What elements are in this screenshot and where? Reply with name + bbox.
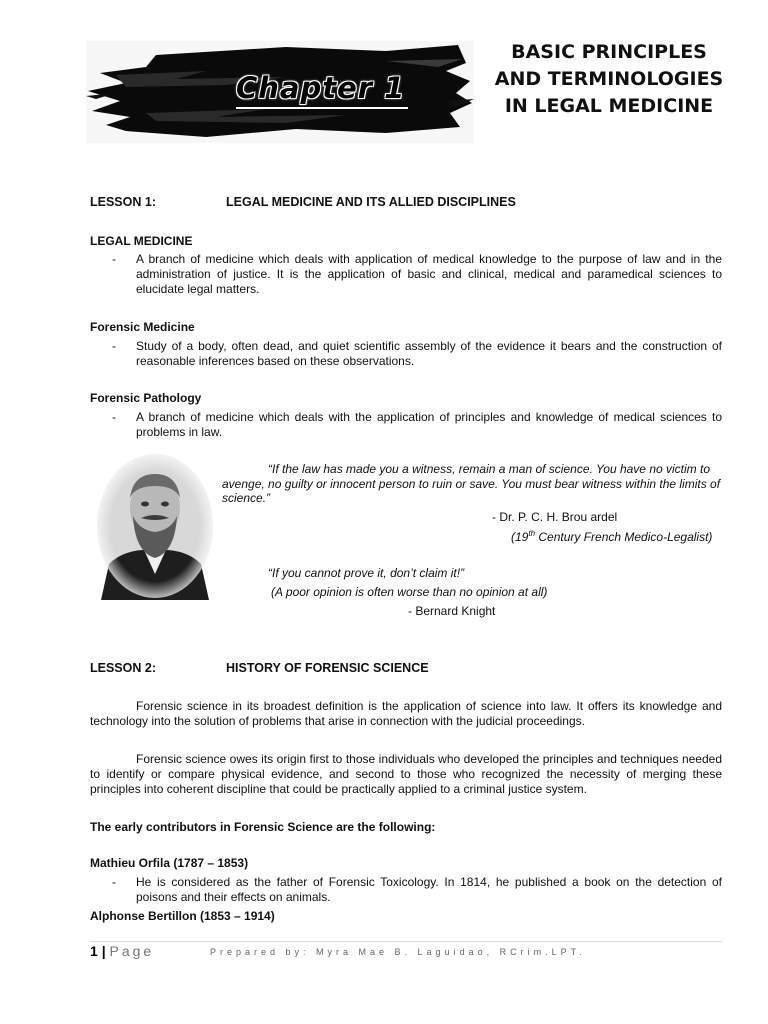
prepared-by: Prepared by: Myra Mae B. Laguidao, RCrim.LPT. [210, 947, 586, 957]
lesson2-title: HISTORY OF FORENSIC SCIENCE [226, 661, 429, 675]
bullet-dash: - [112, 410, 116, 424]
definition-term: Forensic Pathology [90, 391, 202, 405]
definition-term: Forensic Medicine [90, 320, 195, 334]
definition-text: A branch of medicine which deals with application of medical knowledge to the purpose of law and in the administration of justice. It is the application of basic and clinical, medical and paramedical sciences to elucidate legal matters. [136, 252, 722, 296]
definition-text: Study of a body, often dead, and quiet scientific assembly of the evidence it bears and the construction of reasonable inferences based on these observations. [136, 339, 722, 368]
contributor-text: He is considered as the father of Forensic Toxicology. In 1814, he published a book on the detection of poisons and their effects on animals. [136, 875, 722, 904]
paragraph: Forensic science owes its origin first to those individuals who developed the principles and techniques needed to identify or compare physical evidence, and second to those who recognized the necessity of merging these principles into coherent discipline that could be practically applied to a criminal justice system. [90, 752, 722, 796]
quote-text: “If the law has made you a witness, remain a man of science. You have no victim to avenge, no guilty or innocent person to ruin or save. You must bear witness within the limits of science.” [222, 462, 721, 505]
quote-desc-superscript: th [528, 529, 536, 538]
page-number-value: 1 [90, 943, 98, 959]
chapter-label: Chapter 1 [236, 71, 406, 105]
chapter-title-line: BASIC PRINCIPLES [511, 41, 707, 63]
quote-author: - Dr. P. C. H. Brou ardel [492, 510, 618, 524]
contributors-heading: The early contributors in Forensic Science are the following: [90, 820, 436, 834]
lesson1-title: LEGAL MEDICINE AND ITS ALLIED DISCIPLINES [226, 195, 516, 209]
quote-desc-part: (19 [511, 530, 529, 544]
bullet-dash: - [112, 875, 116, 889]
contributor-name: Mathieu Orfila (1787 – 1853) [90, 856, 249, 870]
page-word: Page [109, 943, 155, 959]
quote-author-description [511, 529, 712, 544]
chapter-title-line: AND TERMINOLOGIES [494, 68, 724, 90]
lesson2-label: LESSON 2: [90, 661, 156, 675]
chapter-title-line: IN LEGAL MEDICINE [504, 95, 714, 117]
footer-divider [90, 941, 722, 942]
page-number [90, 943, 154, 959]
quote2-author: - Bernard Knight [408, 604, 496, 618]
lesson1-label: LESSON 1: [90, 195, 156, 209]
contributor-name: Alphonse Bertillon (1853 – 1914) [90, 909, 275, 923]
definition-term: LEGAL MEDICINE [90, 234, 193, 248]
bullet-dash: - [112, 252, 116, 266]
page-separator: | [101, 943, 106, 959]
chapter-underline [236, 107, 408, 109]
definition-text: A branch of medicine which deals with the application of principles and knowledge of medical sciences to problems in law. [136, 410, 722, 439]
quote2-line1: “If you cannot prove it, don’t claim it!” [268, 566, 465, 580]
quote-desc-part: Century French Medico-Legalist) [535, 530, 713, 544]
quote2-line2: (A poor opinion is often worse than no opinion at all) [271, 585, 548, 599]
chapter-title [482, 39, 736, 120]
bullet-dash: - [112, 339, 116, 353]
paragraph: Forensic science in its broadest definition is the application of science into law. It offers its knowledge and technology into the solution of problems that arise in connection with the judicial proceedings. [90, 699, 722, 728]
portrait-image [95, 452, 215, 600]
chapter-banner [86, 41, 474, 143]
